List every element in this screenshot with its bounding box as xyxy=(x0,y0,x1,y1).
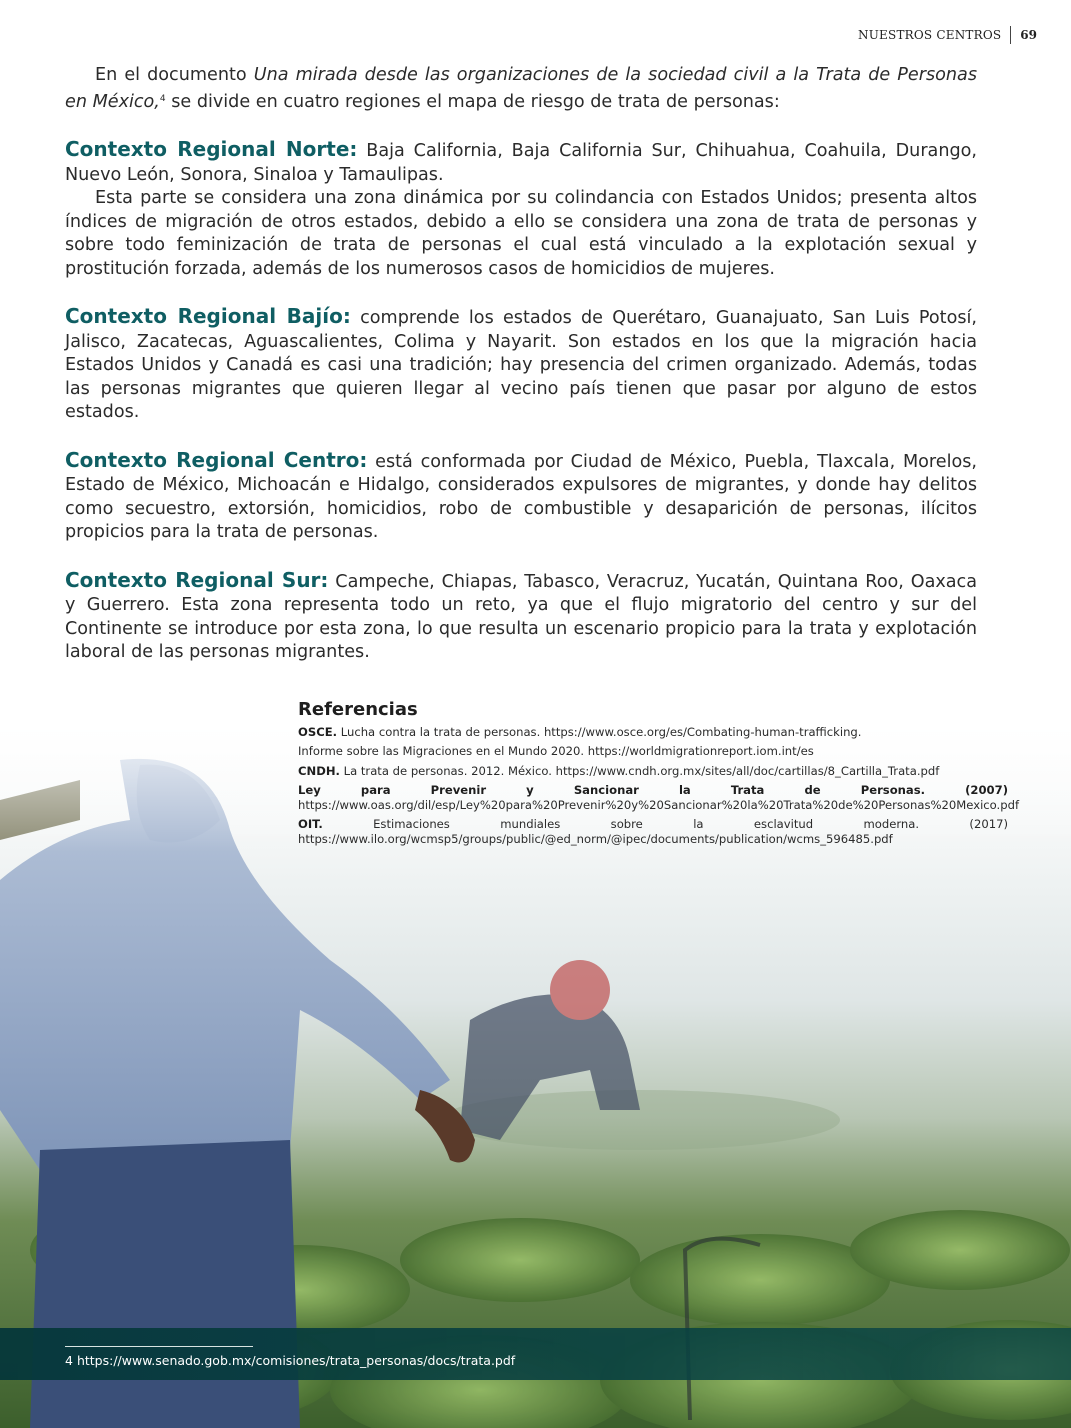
header-divider xyxy=(1010,26,1011,44)
region-title: Contexto Regional Centro: xyxy=(65,447,368,472)
reference-source: CNDH. xyxy=(298,763,340,778)
reference-item xyxy=(298,744,1008,759)
reference-text: La trata de personas. 2012. México. https://www.cndh.org.mx/sites/all/doc/cartillas/8_Cartilla_Trata.pdf xyxy=(339,763,940,778)
references xyxy=(298,699,1020,851)
reference-source: OSCE. xyxy=(298,724,338,739)
region-centro xyxy=(65,449,977,545)
region-bajio xyxy=(65,305,977,425)
region-text: Baja California, Baja California Sur, Chihuahua, Coahuila, Durango, Nuevo León, Sonora, Sinaloa y Tamaulipas. xyxy=(65,141,978,185)
section-title: NUESTROS CENTROS xyxy=(858,28,1002,42)
region-text: comprende los estados de Querétaro, Guanajuato, San Luis Potosí, Jalisco, Zacatecas, Aguascalientes, Colima y Nayarit. Son estados en los que la migración hacia Estados Unidos y Canadá es casi una tradición; hay presencia del crimen organizado. Además, todas las personas migrantes que quieren llegar al vecino país tienen que pasar por alguno de estos estados. xyxy=(65,308,977,422)
region-title: Contexto Regional Norte: xyxy=(65,137,358,161)
reference-item xyxy=(298,817,1008,846)
reference-item xyxy=(298,764,1008,779)
region-norte-extra: Esta parte se considera una zona dinámica por su colindancia con Estados Unidos; presenta altos índices de migración de otros estados, debido a ello se considera una zona de trata de personas y sobre todo feminización de trata de personas el cual está vinculado a la explotación sexual y prostitución forzada, además de los numerosos casos de homicidios de mujeres. xyxy=(65,188,977,279)
footnote-number: 4 xyxy=(65,1353,73,1368)
region-sur xyxy=(65,569,977,665)
reference-source: OIT. xyxy=(298,817,323,831)
intro-lead: En el documento xyxy=(95,65,254,85)
page-number: 69 xyxy=(1020,28,1037,42)
region-title: Contexto Regional Sur: xyxy=(65,567,329,592)
reference-source: Ley para Prevenir y Sancionar la Trata de Personas. (2007) xyxy=(298,783,1008,797)
document-title: Una mirada desde las organizaciones de la sociedad civil a la Trata de Personas en México, xyxy=(65,65,977,112)
references-heading: Referencias xyxy=(298,699,418,720)
main-text xyxy=(65,64,977,665)
reference-item xyxy=(298,783,1020,812)
reference-item xyxy=(298,725,1008,740)
reference-text: Estimaciones mundiales sobre la esclavitud moderna. (2017) https://www.ilo.org/wcmsp5/groups/public/@ed_norm/@ipec/documents/publication/wcms_596485.pdf xyxy=(298,817,1008,846)
region-text: Campeche, Chiapas, Tabasco, Veracruz, Yucatán, Quintana Roo, Oaxaca y Guerrero. Esta zona representa todo un reto, ya que el flujo migratorio del centro y sur del Continente se introduce por esta zona, lo que resulta un escenario propicio para la trata y explotación laboral de las personas migrantes. xyxy=(65,571,977,662)
reference-text: Informe sobre las Migraciones en el Mundo 2020. https://worldmigrationreport.iom.int/es xyxy=(298,744,814,758)
footnote-rule xyxy=(65,1346,253,1347)
footnote-link[interactable]: https://www.senado.gob.mx/comisiones/trata_personas/docs/trata.pdf xyxy=(76,1353,516,1368)
running-header xyxy=(858,26,1037,44)
reference-text: https://www.oas.org/dil/esp/Ley%20para%20Prevenir%20y%20Sancionar%20la%20Trata%20de%20Personas%20Mexico.pdf xyxy=(298,797,1020,812)
region-title: Contexto Regional Bajío: xyxy=(65,304,351,328)
footnote-ref: 4 xyxy=(159,93,166,104)
intro-rest: se divide en cuatro regiones el mapa de riesgo de trata de personas: xyxy=(165,91,780,112)
region-text: está conformada por Ciudad de México, Puebla, Tlaxcala, Morelos, Estado de México, Michoacán e Hidalgo, considerados expulsores de migrantes, y donde hay delitos como secuestro, extorsión, homicidios, robo de combustible y desaparición de personas, ilícitos propicios para la trata de personas. xyxy=(65,451,977,542)
reference-text: Lucha contra la trata de personas. https://www.osce.org/es/Combating-human-trafficking. xyxy=(337,724,862,739)
intro-paragraph xyxy=(65,64,977,114)
footnote xyxy=(65,1353,515,1368)
region-norte xyxy=(65,138,977,187)
